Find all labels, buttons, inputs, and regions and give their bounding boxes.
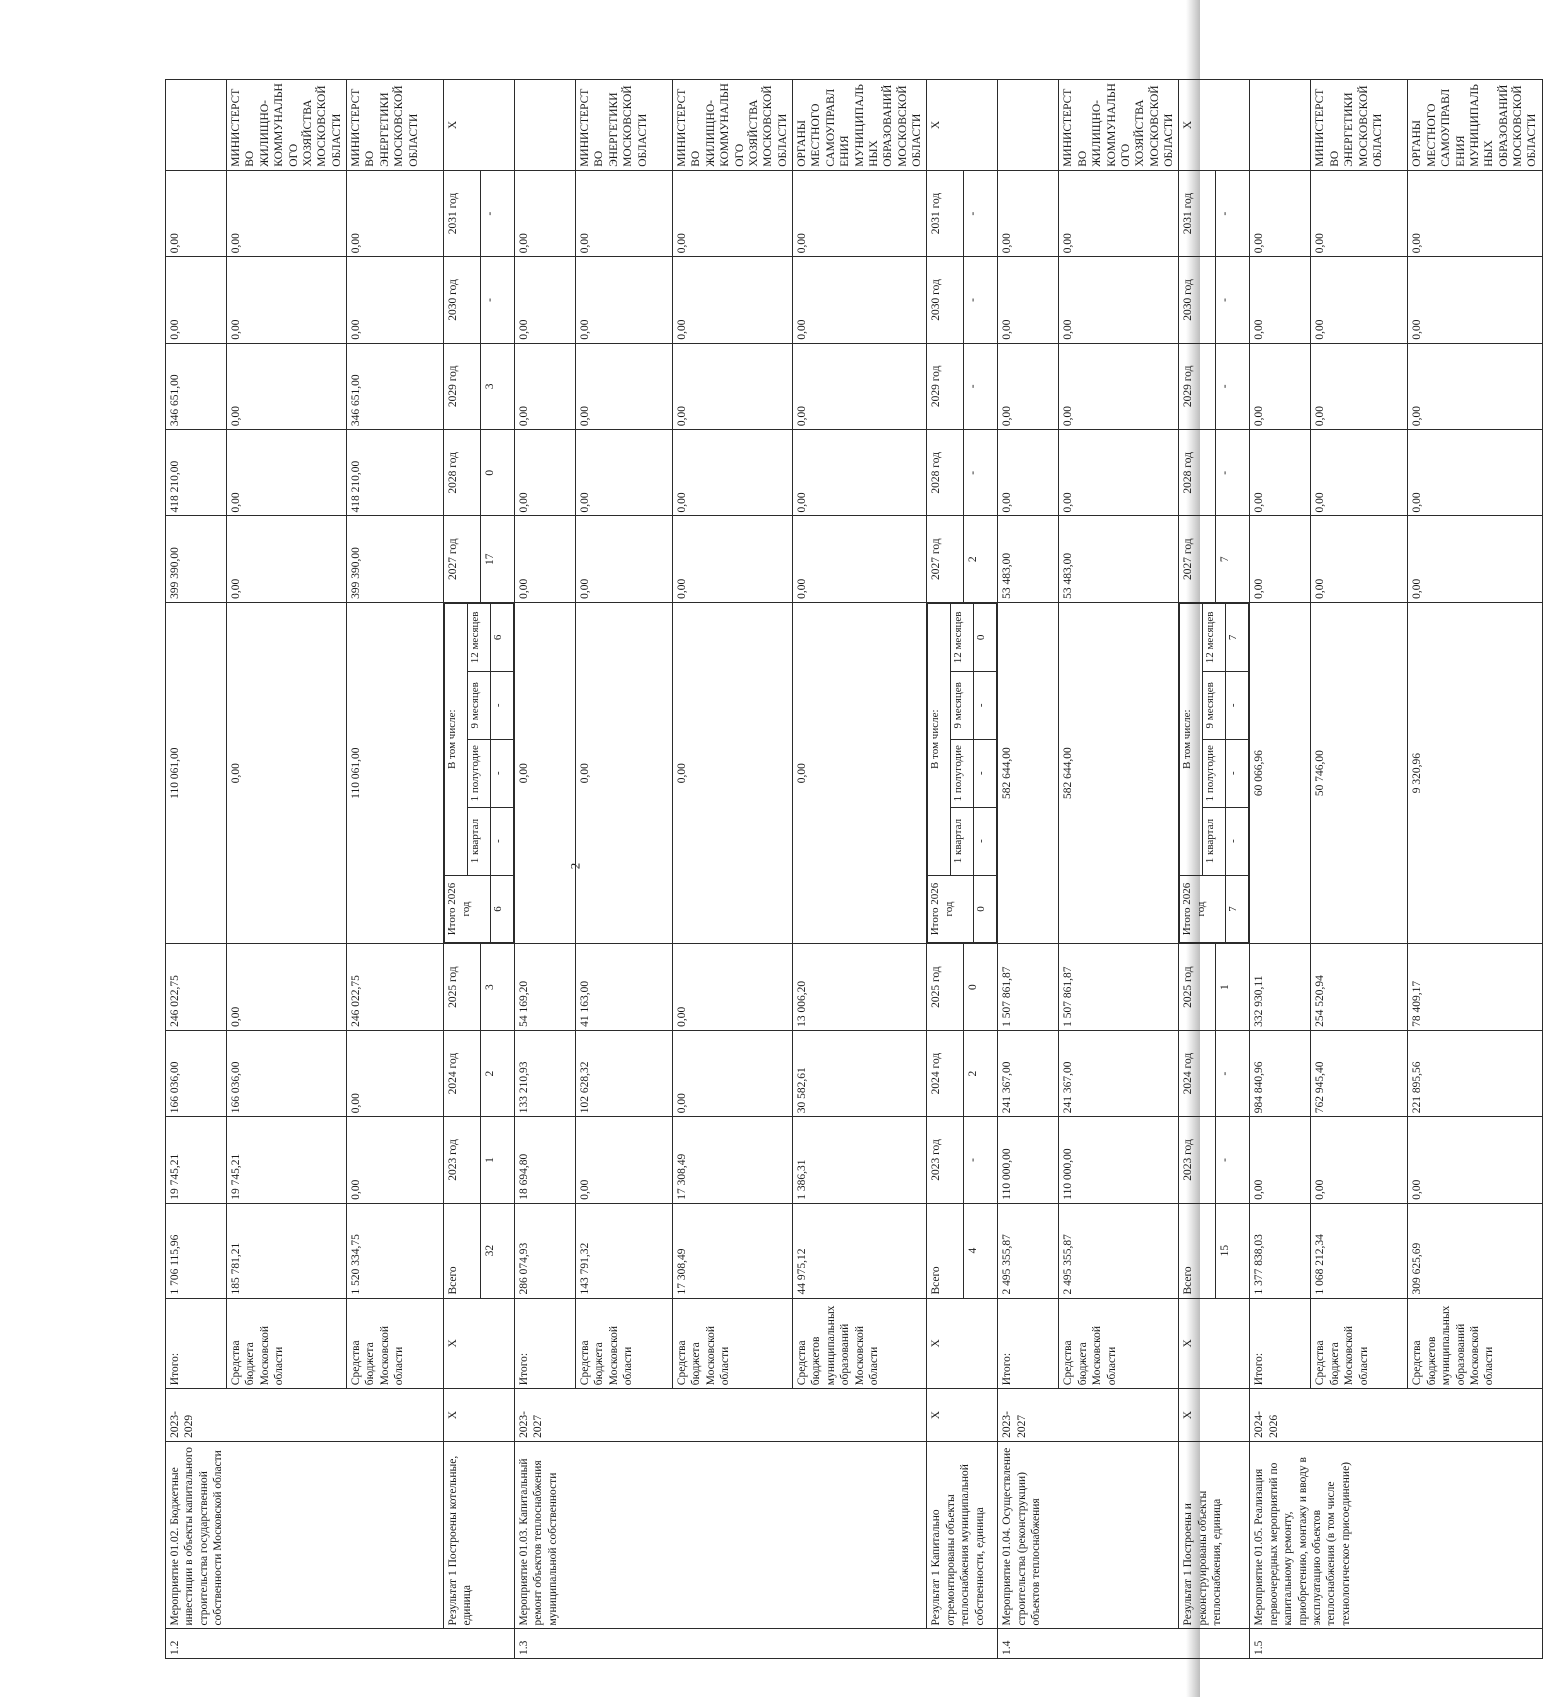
value-y2026: 0,00 xyxy=(576,602,673,944)
executor: МИНИСТЕРСТВО ЖИЛИЩНО-КОММУНАЛЬНОГО ХОЗЯЙСТВА МОСКОВСКОЙ ОБЛАСТИ xyxy=(227,80,347,171)
funding-source: Итого: xyxy=(1250,1298,1311,1389)
val-2026-total: 6 xyxy=(491,875,514,943)
source-row xyxy=(1250,80,1311,1659)
result-2026-breakdown xyxy=(927,602,998,944)
row-number: 1.3 xyxy=(515,1629,998,1659)
hdr-m12: 12 месяцев xyxy=(951,603,974,671)
result-hdr-y2029: 2029 год xyxy=(1179,343,1216,429)
value-y2024: 241 367,00 xyxy=(1059,1030,1179,1116)
value-y2025: 246 022,75 xyxy=(166,944,227,1030)
result-val-y2031: - xyxy=(480,170,514,256)
result-hdr-y2023: 2023 год xyxy=(1179,1117,1216,1203)
result-hdr-y2027: 2027 год xyxy=(927,516,964,602)
result-hdr-y2031: 2031 год xyxy=(1179,170,1216,256)
result-val-y2028: 0 xyxy=(480,430,514,516)
value-y2028: 0,00 xyxy=(1311,430,1408,516)
value-y2027: 399 390,00 xyxy=(347,516,444,602)
val-m9: - xyxy=(974,671,997,739)
hdr-m12: 12 месяцев xyxy=(1203,603,1226,671)
value-y2028: 0,00 xyxy=(1059,430,1179,516)
hdr-incl: В том числе: xyxy=(445,603,468,875)
funding-source: Итого: xyxy=(166,1298,227,1389)
val-h1: - xyxy=(491,739,514,807)
value-y2031: 0,00 xyxy=(227,170,347,256)
source-row xyxy=(166,80,227,1659)
value-y2030: 0,00 xyxy=(227,257,347,343)
value-y2028: 0,00 xyxy=(998,430,1059,516)
result-name: Результат 1 Построены котельные, единица xyxy=(444,1441,515,1629)
result-val-y2024: 2 xyxy=(964,1030,998,1116)
total-value: 17 308,49 xyxy=(673,1203,793,1298)
value-y2028: 0,00 xyxy=(576,430,673,516)
value-y2029: 0,00 xyxy=(576,343,673,429)
result-executor: X xyxy=(927,80,998,171)
hdr-m9: 9 месяцев xyxy=(468,671,491,739)
result-hdr-total: Всего xyxy=(444,1203,481,1298)
value-y2025: 13 006,20 xyxy=(793,944,927,1030)
total-value: 309 625,69 xyxy=(1408,1203,1542,1298)
source-row xyxy=(998,80,1059,1659)
value-y2023: 0,00 xyxy=(1311,1117,1408,1203)
value-y2026: 0,00 xyxy=(673,602,793,944)
val-h1: - xyxy=(1226,739,1249,807)
value-y2031: 0,00 xyxy=(1408,170,1542,256)
value-y2024: 221 895,56 xyxy=(1408,1030,1542,1116)
value-y2023: 110 000,00 xyxy=(998,1117,1059,1203)
value-y2030: 0,00 xyxy=(1250,257,1311,343)
value-y2025: 1 507 861,87 xyxy=(998,944,1059,1030)
value-y2025: 246 022,75 xyxy=(347,944,444,1030)
value-y2024: 166 036,00 xyxy=(166,1030,227,1116)
quarterly-breakdown-table xyxy=(927,603,997,944)
value-y2024: 30 582,61 xyxy=(793,1030,927,1116)
hdr-q1: 1 квартал xyxy=(951,807,974,875)
value-y2024: 102 628,32 xyxy=(576,1030,673,1116)
hdr-h1: 1 полугодие xyxy=(951,739,974,807)
result-2026-breakdown xyxy=(1179,602,1250,944)
value-y2030: 0,00 xyxy=(515,257,576,343)
total-value: 1 520 334,75 xyxy=(347,1203,444,1298)
hdr-h1: 1 полугодие xyxy=(468,739,491,807)
value-y2027: 53 483,00 xyxy=(998,516,1059,602)
result-val-y2024: 2 xyxy=(480,1030,514,1116)
value-y2023: 1 386,31 xyxy=(793,1117,927,1203)
hdr-2026-total: Итого 2026 год xyxy=(445,875,491,943)
value-y2031: 0,00 xyxy=(347,170,444,256)
result-val-y2030: - xyxy=(1216,257,1250,343)
executor: МИНИСТЕРСТВО ЖИЛИЩНО-КОММУНАЛЬНОГО ХОЗЯЙСТВА МОСКОВСКОЙ ОБЛАСТИ xyxy=(673,80,793,171)
measure-name: Мероприятие 01.03. Капитальный ремонт объектов теплоснабжения муниципальной собственности xyxy=(515,1441,927,1629)
value-y2023: 0,00 xyxy=(1408,1117,1542,1203)
hdr-incl: В том числе: xyxy=(928,603,951,875)
value-y2031: 0,00 xyxy=(576,170,673,256)
funding-source: Средства бюджета Московской области xyxy=(227,1298,347,1389)
val-h1: - xyxy=(974,739,997,807)
value-y2031: 0,00 xyxy=(793,170,927,256)
val-2026-total: 0 xyxy=(974,875,997,943)
value-y2026: 582 644,00 xyxy=(1059,602,1179,944)
value-y2024: 762 945,40 xyxy=(1311,1030,1408,1116)
val-m12: 0 xyxy=(974,603,997,671)
row-number: 1.2 xyxy=(166,1629,515,1659)
value-y2024: 133 210,93 xyxy=(515,1030,576,1116)
funding-source: Средства бюджета Московской области xyxy=(347,1298,444,1389)
result-header-row xyxy=(927,80,964,1659)
value-y2027: 0,00 xyxy=(1408,516,1542,602)
result-val-y2028: - xyxy=(1216,430,1250,516)
value-y2030: 0,00 xyxy=(1408,257,1542,343)
result-val-y2031: - xyxy=(1216,170,1250,256)
value-y2025: 332 930,11 xyxy=(1250,944,1311,1030)
funding-source: Средства бюджета Московской области xyxy=(1059,1298,1179,1389)
value-y2023: 110 000,00 xyxy=(1059,1117,1179,1203)
result-hdr-total: Всего xyxy=(1179,1203,1216,1298)
value-y2029: 0,00 xyxy=(1408,343,1542,429)
value-y2029: 0,00 xyxy=(1311,343,1408,429)
value-y2027: 0,00 xyxy=(1250,516,1311,602)
measure-period: 2023-2027 xyxy=(515,1389,927,1442)
value-y2029: 0,00 xyxy=(1250,343,1311,429)
measure-name: Мероприятие 01.05. Реализация первоочередных мероприятий по капитальному ремонту, приобретению, монтажу и вводу в эксплуатацию объектов теплоснабжения (в том числе технологическое присоединение) xyxy=(1250,1441,1542,1629)
val-2026-total: 7 xyxy=(1226,875,1249,943)
value-y2025: 1 507 861,87 xyxy=(1059,944,1179,1030)
val-q1: - xyxy=(491,807,514,875)
program-table-sheet xyxy=(165,79,1539,1659)
row-number: 1.4 xyxy=(998,1629,1250,1659)
result-executor: X xyxy=(1179,80,1250,171)
val-q1: - xyxy=(974,807,997,875)
value-y2027: 0,00 xyxy=(227,516,347,602)
value-y2023: 0,00 xyxy=(576,1117,673,1203)
result-val-y2025: 1 xyxy=(1216,944,1250,1030)
value-y2027: 53 483,00 xyxy=(1059,516,1179,602)
result-hdr-y2029: 2029 год xyxy=(927,343,964,429)
result-2026-breakdown xyxy=(444,602,515,944)
result-val-y2023: - xyxy=(1216,1117,1250,1203)
measure-period: 2023-2027 xyxy=(998,1389,1179,1442)
value-y2031: 0,00 xyxy=(515,170,576,256)
value-y2028: 0,00 xyxy=(227,430,347,516)
funding-source: Средства бюджета Московской области xyxy=(576,1298,673,1389)
value-y2027: 0,00 xyxy=(515,516,576,602)
value-y2025: 41 163,00 xyxy=(576,944,673,1030)
total-value: 2 495 355,87 xyxy=(1059,1203,1179,1298)
total-value: 143 791,32 xyxy=(576,1203,673,1298)
result-val-y2031: - xyxy=(964,170,998,256)
value-y2023: 19 745,21 xyxy=(166,1117,227,1203)
val-q1: - xyxy=(1226,807,1249,875)
result-hdr-y2028: 2028 год xyxy=(927,430,964,516)
executor: МИНИСТЕРСТВО ЭНЕРГЕТИКИ МОСКОВСКОЙ ОБЛАСТИ xyxy=(1311,80,1408,171)
total-value: 44 975,12 xyxy=(793,1203,927,1298)
value-y2027: 0,00 xyxy=(1311,516,1408,602)
total-value: 1 706 115,96 xyxy=(166,1203,227,1298)
executor xyxy=(166,80,227,171)
funding-source: Итого: xyxy=(515,1298,576,1389)
result-hdr-y2028: 2028 год xyxy=(444,430,481,516)
value-y2030: 0,00 xyxy=(673,257,793,343)
result-val-y2029: - xyxy=(1216,343,1250,429)
value-y2026: 50 746,00 xyxy=(1311,602,1408,944)
result-source: X xyxy=(444,1298,515,1389)
result-period: X xyxy=(927,1389,998,1442)
value-y2029: 0,00 xyxy=(998,343,1059,429)
value-y2024: 241 367,00 xyxy=(998,1030,1059,1116)
hdr-q1: 1 квартал xyxy=(468,807,491,875)
value-y2030: 0,00 xyxy=(998,257,1059,343)
result-hdr-y2024: 2024 год xyxy=(1179,1030,1216,1116)
funding-source: Средства бюджета Московской области xyxy=(1311,1298,1408,1389)
value-y2027: 0,00 xyxy=(793,516,927,602)
funding-source: Средства бюджета Московской области xyxy=(673,1298,793,1389)
result-source: X xyxy=(927,1298,998,1389)
executor xyxy=(515,80,576,171)
hdr-incl: В том числе: xyxy=(1180,603,1203,875)
result-val-y2028: - xyxy=(964,430,998,516)
executor xyxy=(1250,80,1311,171)
val-m12: 7 xyxy=(1226,603,1249,671)
value-y2023: 0,00 xyxy=(347,1117,444,1203)
value-y2030: 0,00 xyxy=(166,257,227,343)
result-header-row xyxy=(444,80,481,1659)
value-y2030: 0,00 xyxy=(576,257,673,343)
result-hdr-y2030: 2030 год xyxy=(927,257,964,343)
value-y2029: 0,00 xyxy=(673,343,793,429)
value-y2026: 582 644,00 xyxy=(998,602,1059,944)
result-val-y2025: 3 xyxy=(480,944,514,1030)
result-hdr-y2027: 2027 год xyxy=(444,516,481,602)
total-value: 185 781,21 xyxy=(227,1203,347,1298)
value-y2028: 418 210,00 xyxy=(166,430,227,516)
value-y2030: 0,00 xyxy=(1311,257,1408,343)
result-hdr-y2024: 2024 год xyxy=(444,1030,481,1116)
value-y2026: 0,00 xyxy=(227,602,347,944)
executor: МИНИСТЕРСТВО ЖИЛИЩНО-КОММУНАЛЬНОГО ХОЗЯЙСТВА МОСКОВСКОЙ ОБЛАСТИ xyxy=(1059,80,1179,171)
result-hdr-y2030: 2030 год xyxy=(1179,257,1216,343)
page-number: 2 xyxy=(567,862,583,870)
value-y2028: 0,00 xyxy=(515,430,576,516)
measure-period: 2024-2026 xyxy=(1250,1389,1542,1442)
value-y2025: 0,00 xyxy=(227,944,347,1030)
value-y2027: 0,00 xyxy=(673,516,793,602)
value-y2031: 0,00 xyxy=(998,170,1059,256)
result-hdr-y2029: 2029 год xyxy=(444,343,481,429)
value-y2029: 0,00 xyxy=(793,343,927,429)
value-y2024: 984 840,96 xyxy=(1250,1030,1311,1116)
result-hdr-y2024: 2024 год xyxy=(927,1030,964,1116)
result-period: X xyxy=(1179,1389,1250,1442)
value-y2025: 254 520,94 xyxy=(1311,944,1408,1030)
result-val-y2027: 7 xyxy=(1216,516,1250,602)
result-hdr-y2031: 2031 год xyxy=(444,170,481,256)
executor xyxy=(998,80,1059,171)
funding-source: Средства бюджетов муниципальных образований Московской области xyxy=(1408,1298,1542,1389)
result-val-y2030: - xyxy=(480,257,514,343)
hdr-q1: 1 квартал xyxy=(1203,807,1226,875)
value-y2024: 166 036,00 xyxy=(227,1030,347,1116)
row-number: 1.5 xyxy=(1250,1629,1542,1659)
value-y2026: 110 061,00 xyxy=(347,602,444,944)
value-y2023: 18 694,80 xyxy=(515,1117,576,1203)
funding-source: Средства бюджетов муниципальных образований Московской области xyxy=(793,1298,927,1389)
result-hdr-y2027: 2027 год xyxy=(1179,516,1216,602)
result-val-total: 4 xyxy=(964,1203,998,1298)
total-value: 1 377 838,03 xyxy=(1250,1203,1311,1298)
val-m12: 6 xyxy=(491,603,514,671)
measure-period: 2023-2029 xyxy=(166,1389,444,1442)
measure-name: Мероприятие 01.04. Осуществление строительства (реконструкции) объектов теплоснабжения xyxy=(998,1441,1179,1629)
value-y2027: 0,00 xyxy=(576,516,673,602)
result-hdr-y2031: 2031 год xyxy=(927,170,964,256)
result-header-row xyxy=(1179,80,1216,1659)
result-name: Результат 1 Капитально отремонтированы объекты теплоснабжения муниципальной собственности, единица xyxy=(927,1441,998,1629)
result-hdr-y2025: 2025 год xyxy=(1179,944,1216,1030)
value-y2024: 0,00 xyxy=(673,1030,793,1116)
result-val-y2023: - xyxy=(964,1117,998,1203)
value-y2030: 0,00 xyxy=(347,257,444,343)
result-val-y2027: 17 xyxy=(480,516,514,602)
value-y2031: 0,00 xyxy=(673,170,793,256)
result-hdr-y2025: 2025 год xyxy=(444,944,481,1030)
result-hdr-y2023: 2023 год xyxy=(927,1117,964,1203)
executor: ОРГАНЫ МЕСТНОГО САМОУПРАВЛЕНИЯ МУНИЦИПАЛЬНЫХ ОБРАЗОВАНИЙ МОСКОВСКОЙ ОБЛАСТИ xyxy=(793,80,927,171)
value-y2031: 0,00 xyxy=(1311,170,1408,256)
value-y2029: 0,00 xyxy=(515,343,576,429)
value-y2026: 60 066,96 xyxy=(1250,602,1311,944)
total-value: 1 068 212,34 xyxy=(1311,1203,1408,1298)
val-m9: - xyxy=(491,671,514,739)
value-y2031: 0,00 xyxy=(166,170,227,256)
result-period: X xyxy=(444,1389,515,1442)
value-y2029: 346 651,00 xyxy=(347,343,444,429)
value-y2023: 19 745,21 xyxy=(227,1117,347,1203)
value-y2028: 0,00 xyxy=(1408,430,1542,516)
value-y2026: 9 320,96 xyxy=(1408,602,1542,944)
value-y2031: 0,00 xyxy=(1250,170,1311,256)
value-y2029: 346 651,00 xyxy=(166,343,227,429)
result-source: X xyxy=(1179,1298,1250,1389)
result-hdr-y2030: 2030 год xyxy=(444,257,481,343)
value-y2030: 0,00 xyxy=(793,257,927,343)
hdr-m9: 9 месяцев xyxy=(1203,671,1226,739)
result-val-y2024: - xyxy=(1216,1030,1250,1116)
result-val-y2023: 1 xyxy=(480,1117,514,1203)
measure-name: Мероприятие 01.02. Бюджетные инвестиции в объекты капитального строительства государственной собственности Московской области xyxy=(166,1441,444,1629)
result-hdr-y2028: 2028 год xyxy=(1179,430,1216,516)
value-y2025: 54 169,20 xyxy=(515,944,576,1030)
value-y2023: 17 308,49 xyxy=(673,1117,793,1203)
value-y2031: 0,00 xyxy=(1059,170,1179,256)
value-y2028: 418 210,00 xyxy=(347,430,444,516)
value-y2026: 0,00 xyxy=(793,602,927,944)
hdr-m12: 12 месяцев xyxy=(468,603,491,671)
value-y2023: 0,00 xyxy=(1250,1117,1311,1203)
result-hdr-total: Всего xyxy=(927,1203,964,1298)
result-val-y2030: - xyxy=(964,257,998,343)
hdr-2026-total: Итого 2026 год xyxy=(1180,875,1226,943)
result-val-y2029: 3 xyxy=(480,343,514,429)
quarterly-breakdown-table xyxy=(444,603,514,944)
executor: МИНИСТЕРСТВО ЭНЕРГЕТИКИ МОСКОВСКОЙ ОБЛАСТИ xyxy=(347,80,444,171)
funding-source: Итого: xyxy=(998,1298,1059,1389)
value-y2028: 0,00 xyxy=(793,430,927,516)
value-y2026: 110 061,00 xyxy=(166,602,227,944)
value-y2027: 399 390,00 xyxy=(166,516,227,602)
source-row xyxy=(515,80,576,1659)
executor: ОРГАНЫ МЕСТНОГО САМОУПРАВЛЕНИЯ МУНИЦИПАЛЬНЫХ ОБРАЗОВАНИЙ МОСКОВСКОЙ ОБЛАСТИ xyxy=(1408,80,1542,171)
val-m9: - xyxy=(1226,671,1249,739)
value-y2028: 0,00 xyxy=(673,430,793,516)
value-y2026: 0,00 xyxy=(515,602,576,944)
value-y2030: 0,00 xyxy=(1059,257,1179,343)
result-val-y2027: 2 xyxy=(964,516,998,602)
result-val-total: 15 xyxy=(1216,1203,1250,1298)
executor: МИНИСТЕРСТВО ЭНЕРГЕТИКИ МОСКОВСКОЙ ОБЛАСТИ xyxy=(576,80,673,171)
result-hdr-y2023: 2023 год xyxy=(444,1117,481,1203)
hdr-2026-total: Итого 2026 год xyxy=(928,875,974,943)
result-val-total: 32 xyxy=(480,1203,514,1298)
result-val-y2029: - xyxy=(964,343,998,429)
program-table xyxy=(165,79,1543,1659)
value-y2024: 0,00 xyxy=(347,1030,444,1116)
result-name: Результат 1 Построены и реконструированы объекты теплоснабжения, единица xyxy=(1179,1441,1250,1629)
value-y2029: 0,00 xyxy=(227,343,347,429)
result-val-y2025: 0 xyxy=(964,944,998,1030)
total-value: 286 074,93 xyxy=(515,1203,576,1298)
result-executor: X xyxy=(444,80,515,171)
hdr-m9: 9 месяцев xyxy=(951,671,974,739)
value-y2025: 78 409,17 xyxy=(1408,944,1542,1030)
total-value: 2 495 355,87 xyxy=(998,1203,1059,1298)
quarterly-breakdown-table xyxy=(1179,603,1249,944)
hdr-h1: 1 полугодие xyxy=(1203,739,1226,807)
value-y2028: 0,00 xyxy=(1250,430,1311,516)
value-y2029: 0,00 xyxy=(1059,343,1179,429)
value-y2025: 0,00 xyxy=(673,944,793,1030)
result-hdr-y2025: 2025 год xyxy=(927,944,964,1030)
